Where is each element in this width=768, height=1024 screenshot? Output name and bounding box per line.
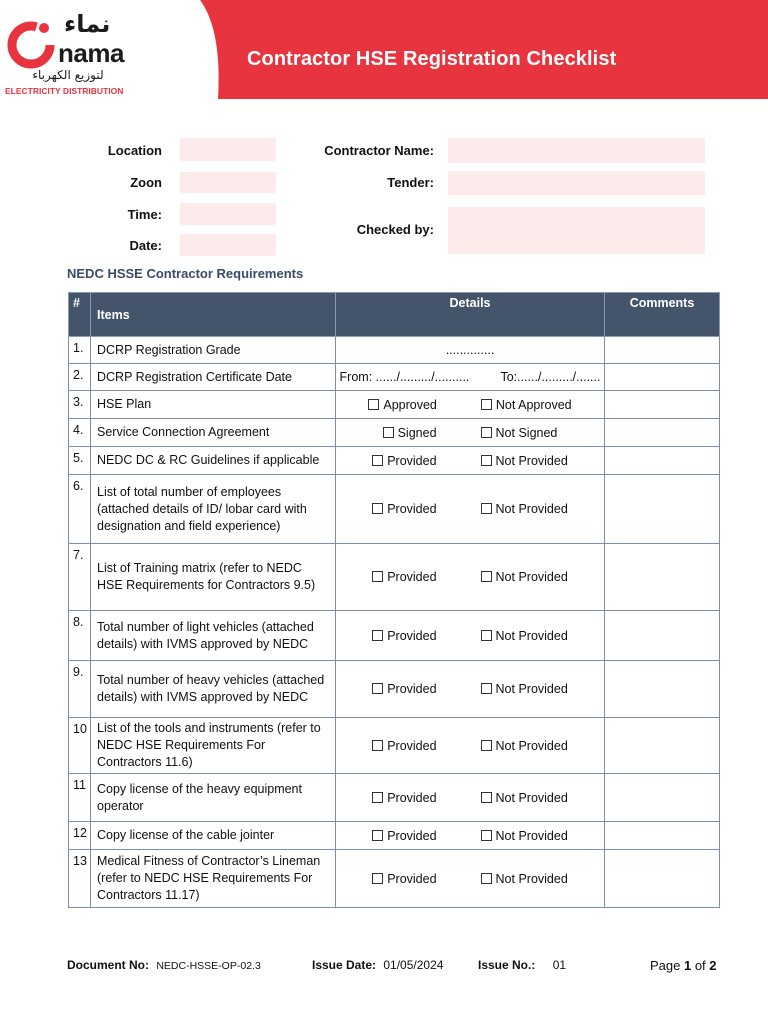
row-number: 11 [69, 774, 91, 822]
row-number: 5. [69, 447, 91, 475]
checkbox-icon[interactable] [372, 630, 383, 641]
row-comments[interactable] [605, 661, 720, 718]
checkbox-label: Not Provided [495, 453, 568, 468]
row-item: Total number of light vehicles (attached details) with IVMS approved by NEDC [91, 611, 336, 661]
checkbox-label: Provided [387, 682, 437, 696]
row-details [336, 337, 605, 364]
row-item: DCRP Registration Certificate Date [91, 364, 336, 391]
row-item: DCRP Registration Grade [91, 337, 336, 364]
row-details [336, 447, 605, 475]
row-item: Service Connection Agreement [91, 419, 336, 447]
header-details: Details [336, 293, 605, 337]
page-title: Contractor HSE Registration Checklist [247, 48, 617, 70]
row-details [336, 850, 605, 908]
checkbox-label: Not Provided [495, 790, 568, 805]
table-row [69, 850, 720, 908]
row-item: Copy license of the cable jointer [91, 822, 336, 850]
checkbox-icon[interactable] [372, 792, 383, 803]
page-number: 1 [683, 958, 692, 973]
checkbox-option[interactable] [481, 791, 568, 805]
table-row [69, 364, 720, 391]
issue-no-label: Issue No.: [478, 958, 536, 972]
checked-by-field[interactable] [448, 207, 705, 254]
issue-no-value: 01 [552, 958, 567, 972]
checkbox-icon[interactable] [481, 455, 492, 466]
nama-logo [4, 10, 134, 98]
checkbox-label: Provided [387, 738, 437, 753]
row-details [336, 544, 605, 611]
checkbox-option[interactable] [481, 398, 572, 412]
checkbox-label: Provided [387, 628, 437, 643]
footer-page [650, 958, 717, 973]
row-details [336, 475, 605, 544]
details-text: From: ....../........./.......... To:....../........./....... [339, 370, 601, 384]
logo-subtitle: ELECTRICITY DISTRIBUTION [5, 86, 124, 96]
checkbox-icon[interactable] [383, 427, 394, 438]
row-item: List of total number of employees (attached details of ID/ lobar card with designation and field experience) [91, 475, 336, 544]
location-label: Location [107, 143, 162, 158]
doc-no-value: NEDC-HSSE-OP-02.3 [156, 960, 261, 972]
checkbox-icon[interactable] [372, 830, 383, 841]
row-comments[interactable] [605, 822, 720, 850]
issue-date-label: Issue Date: [312, 958, 377, 972]
section-title: NEDC HSSE Contractor Requirements [67, 266, 304, 281]
row-item: Medical Fitness of Contractor’s Lineman (refer to NEDC HSE Requirements For Contractors 11.17) [91, 850, 336, 908]
row-details [336, 419, 605, 447]
row-item: Copy license of the heavy equipment operator [91, 774, 336, 822]
checkbox-label: Approved [383, 397, 437, 412]
checkbox-option[interactable] [372, 502, 436, 516]
checkbox-label: Not Provided [495, 871, 568, 886]
logo-latin: nama [58, 38, 124, 68]
checkbox-option[interactable] [481, 829, 568, 843]
location-field[interactable] [180, 138, 276, 161]
checkbox-icon[interactable] [481, 792, 492, 803]
checkbox-icon[interactable] [372, 740, 383, 751]
checkbox-option[interactable] [372, 791, 436, 805]
checkbox-label: Provided [387, 502, 437, 516]
page-prefix: Page [650, 958, 684, 973]
row-comments[interactable] [605, 391, 720, 419]
row-item: List of the tools and instruments (refer to NEDC HSE Requirements For Contractors 11.6) [91, 718, 336, 774]
checkbox-label: Signed [397, 425, 437, 440]
row-comments[interactable] [605, 337, 720, 364]
header-comments: Comments [605, 293, 720, 337]
checkbox-option[interactable] [372, 629, 436, 643]
row-comments[interactable] [605, 718, 720, 774]
footer-issue-date [312, 958, 443, 972]
checkbox-icon[interactable] [372, 683, 383, 694]
checkbox-option[interactable] [481, 570, 568, 584]
checkbox-option[interactable] [481, 629, 568, 643]
checkbox-icon[interactable] [368, 399, 379, 410]
table-row [69, 774, 720, 822]
row-number: 3. [69, 391, 91, 419]
checkbox-label: Provided [387, 790, 437, 805]
time-field[interactable] [180, 203, 276, 225]
checkbox-icon[interactable] [481, 427, 492, 438]
checkbox-icon[interactable] [481, 399, 492, 410]
tender-field[interactable] [448, 171, 705, 195]
row-number: 1. [69, 337, 91, 364]
table-row [69, 661, 720, 718]
row-item: Total number of heavy vehicles (attached details) with IVMS approved by NEDC [91, 661, 336, 718]
checkbox-label: Provided [387, 828, 437, 843]
page-of: of [691, 958, 710, 973]
checkbox-option[interactable] [372, 739, 436, 753]
header-items: Items [91, 293, 336, 337]
table-row [69, 718, 720, 774]
table-row [69, 337, 720, 364]
checkbox-option[interactable] [372, 872, 436, 886]
row-details [336, 774, 605, 822]
checkbox-icon[interactable] [372, 571, 383, 582]
logo-arabic-sub: لتوزيع الكهرباء [32, 68, 104, 82]
table-header-row [69, 293, 720, 337]
row-number: 10 [69, 718, 91, 774]
checkbox-icon[interactable] [372, 455, 383, 466]
zoon-field[interactable] [180, 172, 276, 193]
checkbox-icon[interactable] [372, 503, 383, 514]
row-number: 7. [69, 544, 91, 611]
table-row [69, 447, 720, 475]
table-row [69, 391, 720, 419]
details-text: .............. [445, 343, 495, 357]
row-number: 2. [69, 364, 91, 391]
table-row [69, 611, 720, 661]
header-num: # [69, 293, 91, 337]
checkbox-option[interactable] [372, 829, 436, 843]
row-details [336, 611, 605, 661]
row-number: 8. [69, 611, 91, 661]
checkbox-icon[interactable] [481, 873, 492, 884]
doc-no-label: Document No: [67, 958, 149, 972]
table-row [69, 822, 720, 850]
table-row [69, 475, 720, 544]
row-item: List of Training matrix (refer to NEDC HSE Requirements for Contractors 9.5) [91, 544, 336, 611]
page-total: 2 [709, 958, 717, 973]
row-details [336, 661, 605, 718]
row-number: 13 [69, 850, 91, 908]
checkbox-icon[interactable] [481, 503, 492, 514]
row-item: NEDC DC & RC Guidelines if applicable [91, 447, 336, 475]
checkbox-label: Not Signed [495, 425, 558, 440]
row-item: HSE Plan [91, 391, 336, 419]
tender-label: Tender: [387, 175, 434, 190]
checkbox-option[interactable] [481, 872, 568, 886]
checkbox-icon[interactable] [481, 571, 492, 582]
checkbox-option[interactable] [372, 682, 436, 696]
row-number: 12 [69, 822, 91, 850]
row-details [336, 822, 605, 850]
row-number: 6. [69, 475, 91, 544]
contractor-name-label: Contractor Name: [324, 143, 434, 158]
row-comments[interactable] [605, 475, 720, 544]
row-comments[interactable] [605, 774, 720, 822]
checkbox-label: Not Provided [495, 628, 568, 643]
checkbox-option[interactable] [481, 682, 568, 696]
row-comments[interactable] [605, 419, 720, 447]
checkbox-icon[interactable] [481, 683, 492, 694]
checkbox-icon[interactable] [481, 740, 492, 751]
checked-by-label: Checked by: [356, 222, 434, 237]
row-comments[interactable] [605, 364, 720, 391]
time-label: Time: [127, 207, 162, 222]
date-field[interactable] [180, 234, 276, 256]
checkbox-option[interactable] [481, 454, 568, 468]
checkbox-label: Not Provided [495, 682, 568, 696]
checkbox-option[interactable] [372, 454, 436, 468]
checkbox-label: Not Provided [495, 828, 568, 843]
row-number: 4. [69, 419, 91, 447]
checkbox-label: Provided [387, 570, 437, 584]
checkbox-option[interactable] [481, 426, 558, 440]
zoon-label: Zoon [130, 175, 162, 190]
checkbox-label: Not Approved [495, 397, 572, 412]
logo-arabic: نماء [64, 10, 111, 38]
checkbox-icon[interactable] [481, 830, 492, 841]
table-row [69, 544, 720, 611]
row-comments[interactable] [605, 850, 720, 908]
footer-issue-no [478, 958, 566, 972]
row-details [336, 718, 605, 774]
row-comments[interactable] [605, 611, 720, 661]
row-details [336, 391, 605, 419]
row-comments[interactable] [605, 544, 720, 611]
logo-swirl-icon [4, 20, 58, 70]
footer-doc-no [67, 958, 261, 972]
date-label: Date: [129, 238, 162, 253]
checkbox-label: Not Provided [495, 502, 568, 516]
issue-date-value: 01/05/2024 [383, 958, 444, 972]
table-row [69, 419, 720, 447]
row-details [336, 364, 605, 391]
checkbox-label: Not Provided [495, 570, 568, 584]
contractor-name-field[interactable] [448, 138, 705, 163]
checkbox-option[interactable] [481, 739, 568, 753]
checkbox-icon[interactable] [481, 630, 492, 641]
checkbox-label: Not Provided [495, 738, 568, 753]
row-comments[interactable] [605, 447, 720, 475]
row-number: 9. [69, 661, 91, 718]
checkbox-option[interactable] [372, 570, 436, 584]
requirements-table [68, 292, 720, 908]
checkbox-option[interactable] [481, 502, 568, 516]
checkbox-label: Provided [387, 453, 437, 468]
checkbox-option[interactable] [383, 426, 437, 440]
checkbox-label: Provided [387, 871, 437, 886]
checkbox-option[interactable] [368, 398, 437, 412]
checkbox-icon[interactable] [372, 873, 383, 884]
